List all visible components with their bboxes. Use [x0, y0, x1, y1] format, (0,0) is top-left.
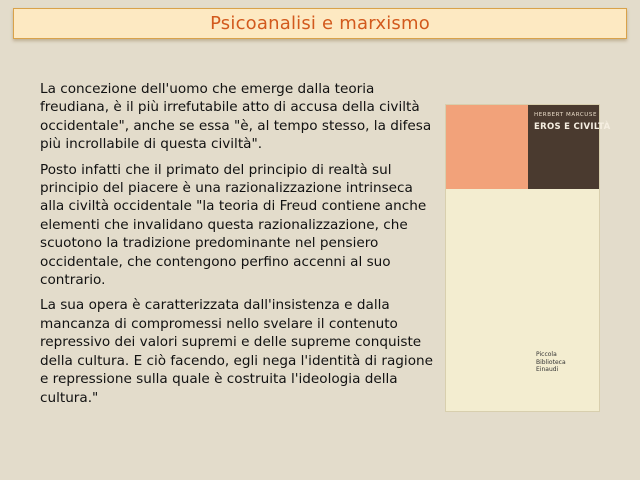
book-author: HERBERT MARCUSE — [534, 112, 598, 118]
book-cover-orange-block — [446, 105, 528, 189]
book-cover-dark-block — [528, 105, 611, 189]
book-cover-header — [446, 105, 611, 189]
paragraph-2: Posto infatti che il primato del principio di realtà sul principio del piacere è una razionalizzazione intrinseca alla civiltà occidentale "la teoria di Freud contiene anche elementi che invalidano questa razionalizzazione, che scuotono la tradizione predominante nel pensiero occidentale, che contengono perfino accenni al suo contrario. — [40, 161, 427, 289]
slide-title: Psicoanalisi e marxismo — [210, 13, 430, 34]
book-title: EROS E CIVILTÀ — [534, 122, 611, 132]
book-series: Piccola Biblioteca Einaudi — [536, 351, 566, 373]
paragraph-3: La sua opera è caratterizzata dall'insistenza e dalla mancanza di compromessi nello svelare il contenuto repressivo dei valori supremi e delle supreme conquiste della cultura. E ciò facendo, egli nega l'identità di ragione e repressione sulla quale è costruita l'ideologia della cultura." — [40, 297, 433, 406]
title-bar — [13, 8, 627, 39]
book-cover-image — [446, 105, 611, 411]
body-text — [40, 80, 440, 414]
paragraph-1: La concezione dell'uomo che emerge dalla teoria freudiana, è il più irrefutabile atto di accusa della civiltà occidentale", anche se essa "è, al tempo stesso, la difesa più incrollabile di questa civiltà". — [40, 81, 432, 153]
